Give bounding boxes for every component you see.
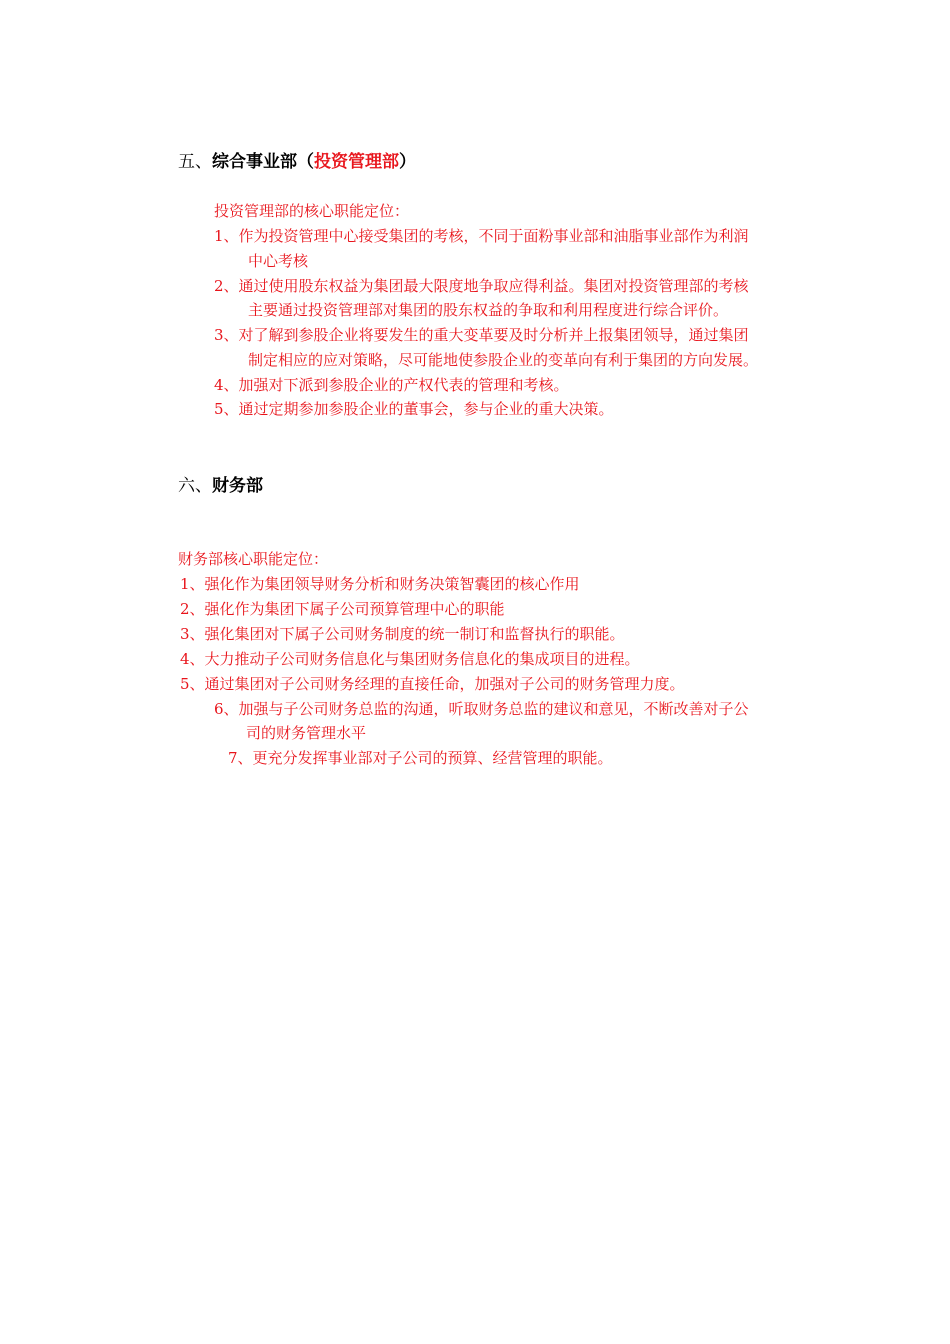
section5-item-5: 5、通过定期参加参股企业的董事会，参与企业的重大决策。 (214, 400, 614, 418)
section5-item-3-line2: 制定相应的应对策略，尽可能地使参股企业的变革向有利于集团的方向发展。 (248, 351, 759, 369)
section5-title-close: ） (399, 152, 416, 172)
section6-title: 财务部 (212, 476, 263, 496)
section5-item-1-line2: 中心考核 (248, 252, 309, 270)
section6-item-1: 1、强化作为集团领导财务分析和财务决策智囊团的核心作用 (180, 575, 580, 593)
section5-number: 五、 (178, 152, 212, 172)
section5-item-1-line1: 1、作为投资管理中心接受集团的考核，不同于面粉事业部和油脂事业部作为利润 (214, 227, 749, 245)
section6-item-6-line2: 司的财务管理水平 (246, 724, 367, 742)
section5-item-3-line1: 3、对了解到参股企业将要发生的重大变革要及时分析并上报集团领导，通过集团 (214, 326, 749, 344)
section5-heading (178, 150, 416, 174)
section6-item-3: 3、强化集团对下属子公司财务制度的统一制订和监督执行的职能。 (180, 625, 625, 643)
section6-item-2: 2、强化作为集团下属子公司预算管理中心的职能 (180, 600, 505, 618)
section6-item-7: 7、更充分发挥事业部对子公司的预算、经营管理的职能。 (228, 749, 613, 767)
section5-item-2-line2: 主要通过投资管理部对集团的股东权益的争取和利用程度进行综合评价。 (248, 301, 729, 319)
section5-item-4: 4、加强对下派到参股企业的产权代表的管理和考核。 (214, 376, 569, 394)
section6-item-4: 4、大力推动子公司财务信息化与集团财务信息化的集成项目的进程。 (180, 650, 640, 668)
section5-item-2-line1: 2、通过使用股东权益为集团最大限度地争取应得利益。集团对投资管理部的考核 (214, 277, 749, 295)
section5-title-highlight: 投资管理部 (314, 152, 399, 172)
section6-item-5: 5、通过集团对子公司财务经理的直接任命，加强对子公司的财务管理力度。 (180, 675, 685, 693)
section6-number: 六、 (178, 476, 212, 496)
section6-intro: 财务部核心职能定位： (178, 550, 329, 568)
section6-item-6-line1: 6、加强与子公司财务总监的沟通，听取财务总监的建议和意见，不断改善对子公 (214, 700, 749, 718)
section5-title: 综合事业部（ (212, 152, 314, 172)
section6-heading (178, 474, 263, 498)
section5-intro: 投资管理部的核心职能定位： (214, 202, 410, 220)
